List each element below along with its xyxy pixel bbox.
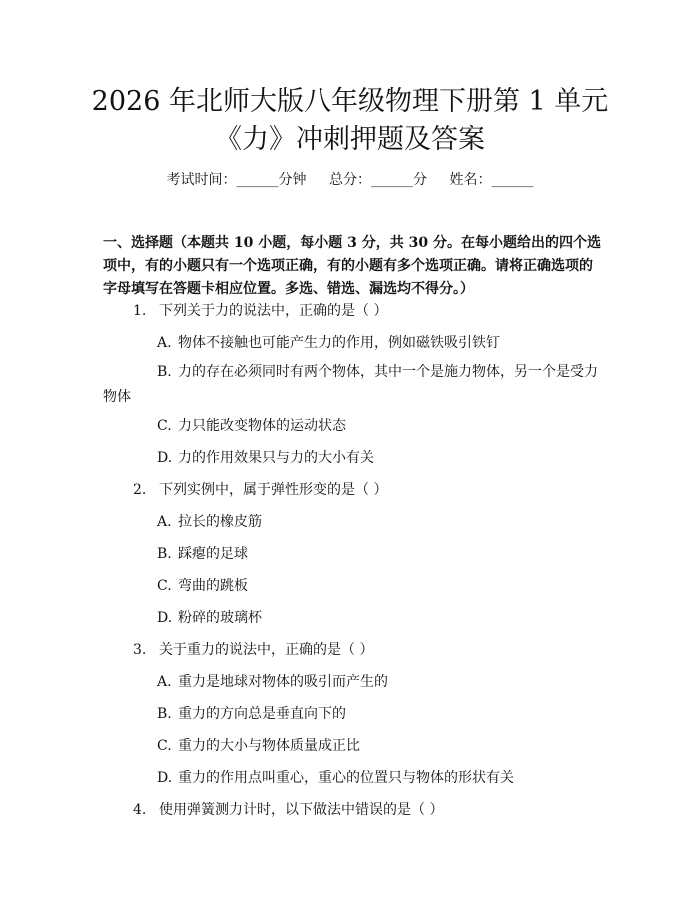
question-3-option-c bbox=[157, 736, 360, 756]
question-3-option-a bbox=[157, 672, 388, 692]
exam-info-line bbox=[0, 170, 700, 190]
document-title-line-1: 2026 年北师大版八年级物理下册第 1 单元 bbox=[91, 86, 609, 117]
question-2 bbox=[133, 480, 387, 500]
question-2-option-c bbox=[157, 576, 248, 596]
exam-time-field: 考试时间：______分钟 bbox=[166, 172, 307, 188]
option-letter: C. bbox=[157, 418, 172, 434]
question-number: 3. bbox=[133, 642, 147, 658]
question-2-option-b bbox=[157, 544, 248, 564]
option-text: 力只能改变物体的运动状态 bbox=[178, 418, 346, 434]
option-letter: C. bbox=[157, 738, 172, 754]
question-text: 关于重力的说法中，正确的是（ ） bbox=[159, 642, 374, 658]
option-letter: D. bbox=[157, 610, 173, 626]
question-text: 下列关于力的说法中，正确的是（ ） bbox=[159, 303, 388, 319]
student-name-field: 姓名：______ bbox=[449, 172, 534, 188]
question-number: 1. bbox=[133, 303, 147, 319]
option-letter: A. bbox=[157, 674, 172, 690]
option-letter: A. bbox=[157, 514, 172, 530]
option-letter: D. bbox=[157, 770, 173, 786]
document-title-line-2: 《力》冲刺押题及答案 bbox=[215, 124, 485, 155]
option-text: 重力的方向总是垂直向下的 bbox=[178, 706, 346, 722]
total-score-field: 总分：______分 bbox=[329, 172, 427, 188]
question-1-option-b bbox=[103, 360, 603, 410]
question-3 bbox=[133, 640, 373, 660]
question-4 bbox=[133, 800, 443, 820]
question-number: 2. bbox=[133, 482, 147, 498]
option-letter: A. bbox=[157, 335, 172, 351]
question-1-option-d bbox=[157, 448, 374, 468]
question-text: 下列实例中，属于弹性形变的是（ ） bbox=[159, 482, 388, 498]
option-text: 力的存在必须同时有两个物体，其中一个是施力物体，另一个是受力物体 bbox=[103, 364, 598, 405]
question-1-option-c bbox=[157, 416, 346, 436]
option-letter: B. bbox=[157, 364, 172, 380]
option-letter: C. bbox=[157, 578, 172, 594]
question-1 bbox=[133, 301, 387, 321]
option-text: 物体不接触也可能产生力的作用，例如磁铁吸引铁钉 bbox=[178, 335, 500, 351]
question-2-option-a bbox=[157, 512, 262, 532]
option-letter: D. bbox=[157, 450, 173, 466]
question-3-option-b bbox=[157, 704, 346, 724]
option-text: 重力是地球对物体的吸引而产生的 bbox=[178, 674, 388, 690]
section-heading: 一、选择题（本题共 10 小题，每小题 3 分，共 30 分。在每小题给出的四个选项中，有的小题只有一个选项正确，有的小题有多个选项正确。请将正确选项的字母填写在答题卡相应位置。多选、错选、漏选均不得分。） bbox=[103, 235, 601, 297]
option-text: 力的作用效果只与力的大小有关 bbox=[178, 450, 374, 466]
question-3-option-d bbox=[157, 768, 514, 788]
option-text: 重力的作用点叫重心，重心的位置只与物体的形状有关 bbox=[178, 770, 514, 786]
question-2-option-d bbox=[157, 608, 262, 628]
question-number: 4. bbox=[133, 802, 147, 818]
option-letter: B. bbox=[157, 546, 172, 562]
question-text: 使用弹簧测力计时，以下做法中错误的是（ ） bbox=[159, 802, 444, 818]
option-text: 踩瘪的足球 bbox=[178, 546, 248, 562]
question-1-option-a bbox=[157, 333, 500, 353]
option-text: 重力的大小与物体质量成正比 bbox=[178, 738, 360, 754]
option-text: 弯曲的跳板 bbox=[178, 578, 248, 594]
option-letter: B. bbox=[157, 706, 172, 722]
option-text: 粉碎的玻璃杯 bbox=[178, 610, 262, 626]
option-text: 拉长的橡皮筋 bbox=[178, 514, 262, 530]
